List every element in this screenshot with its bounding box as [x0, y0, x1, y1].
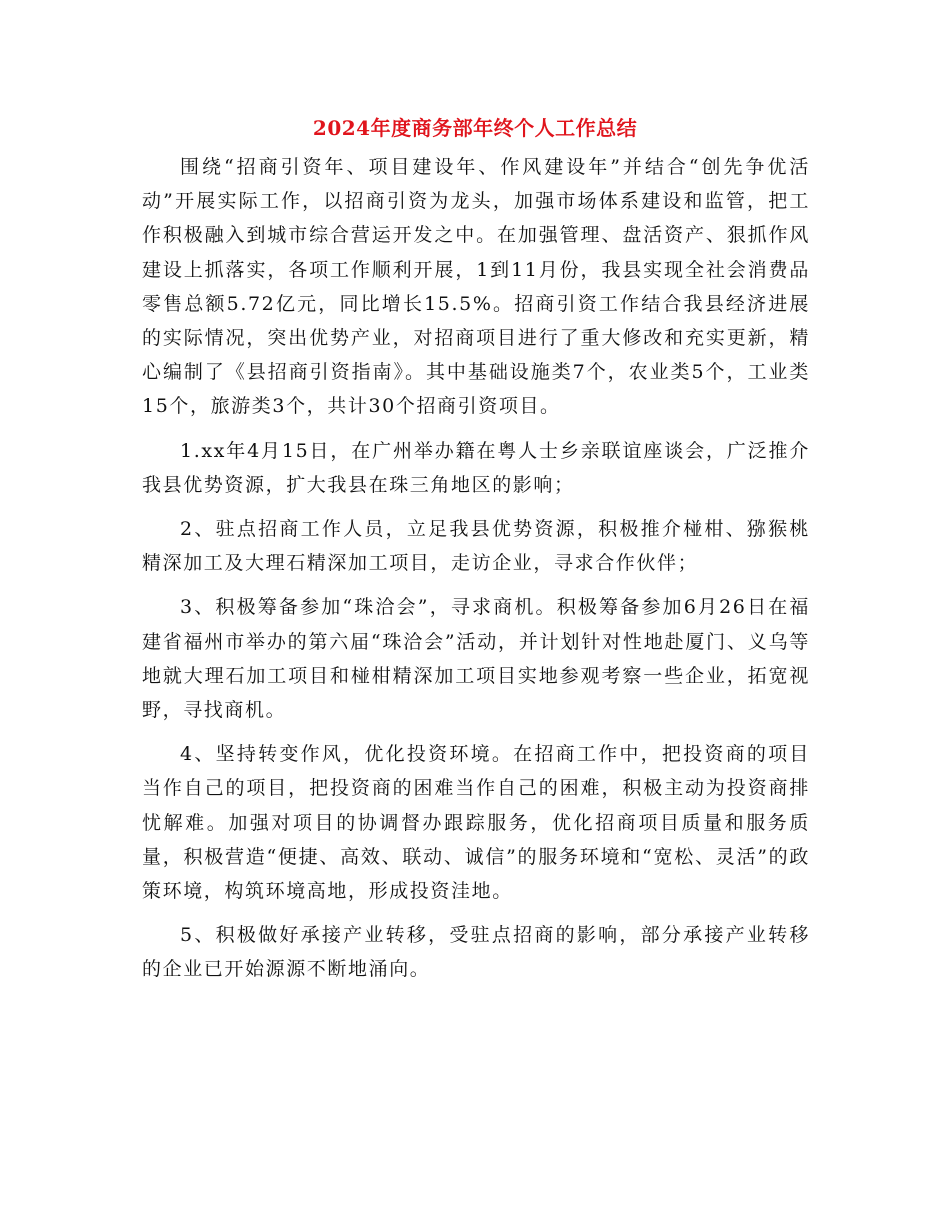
- paragraph-item-5: 5、积极做好承接产业转移，受驻点招商的影响，部分承接产业转移的企业已开始源源不断地涌向。: [142, 924, 810, 981]
- paragraph-item-3: 3、积极筹备参加“珠洽会”，寻求商机。积极筹备参加6月26日在福建省福州市举办的第六届“珠洽会”活动，并计划针对性地赴厦门、义乌等地就大理石加工项目和椪柑精深加工项目实地参观考察一些企业，拓宽视野，寻找商机。: [142, 596, 810, 722]
- document-title: 2024年度商务部年终个人工作总结: [312, 116, 638, 140]
- document-body: [142, 150, 810, 997]
- paragraph-item-2: 2、驻点招商工作人员，立足我县优势资源，积极推介椪柑、猕猴桃精深加工及大理石精深加工项目，走访企业，寻求合作伙伴；: [142, 518, 810, 575]
- paragraph-item-1: 1.xx年4月15日，在广州举办籍在粤人士乡亲联谊座谈会，广泛推介我县优势资源，扩大我县在珠三角地区的影响；: [142, 439, 810, 496]
- paragraph-item-4: 4、坚持转变作风，优化投资环境。在招商工作中，把投资商的项目当作自己的项目，把投资商的困难当作自己的困难，积极主动为投资商排忧解难。加强对项目的协调督办跟踪服务，优化招商项目质量和服务质量，积极营造“便捷、高效、联动、诚信”的服务环境和“宽松、灵活”的政策环境，构筑环境高地，形成投资洼地。: [142, 743, 810, 903]
- paragraph-intro: 围绕“招商引资年、项目建设年、作风建设年”并结合“创先争优活动”开展实际工作，以招商引资为龙头，加强市场体系建设和监管，把工作积极融入到城市综合营运开发之中。在加强管理、盘活资产、狠抓作风建设上抓落实，各项工作顺利开展，1到11月份，我县实现全社会消费品零售总额5.72亿元，同比增长15.5%。招商引资工作结合我县经济进展的实际情况，突出优势产业，对招商项目进行了重大修改和充实更新，精心编制了《县招商引资指南》。其中基础设施类7个，农业类5个，工业类15个，旅游类3个，共计30个招商引资项目。: [142, 156, 810, 418]
